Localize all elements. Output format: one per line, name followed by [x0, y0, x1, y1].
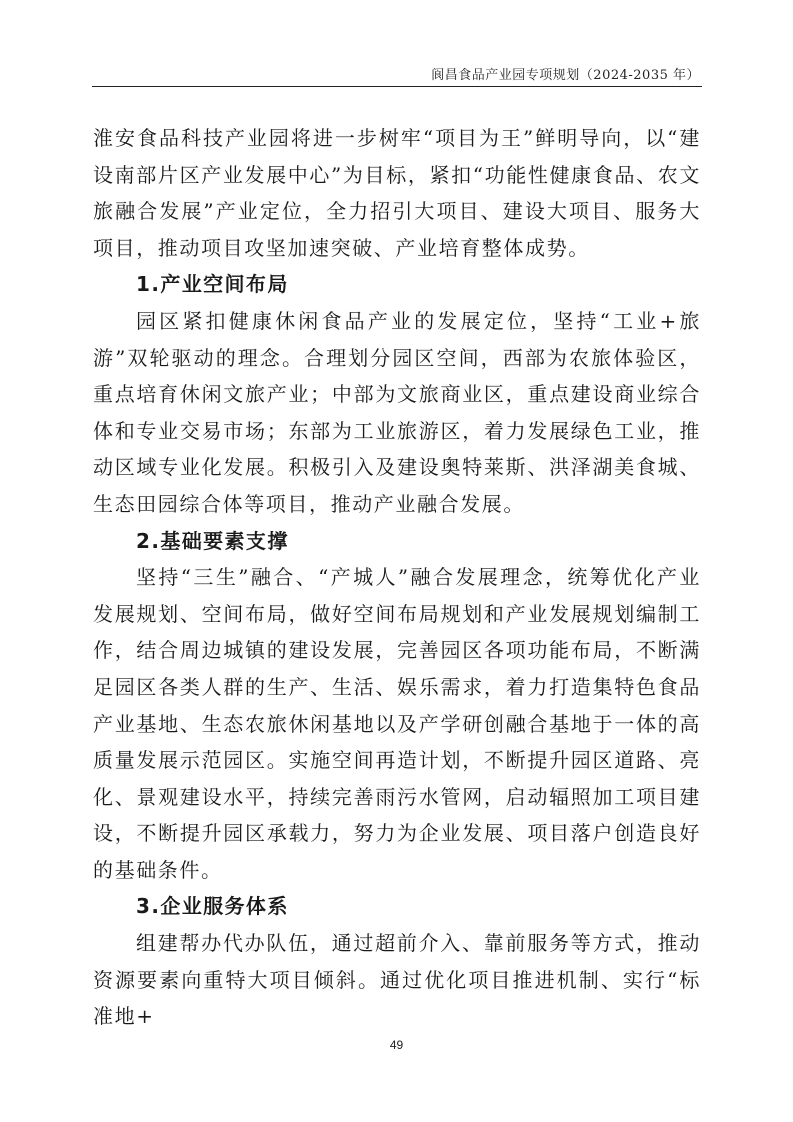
page-number: 49 — [389, 1038, 404, 1052]
section-paragraph-infrastructure: 坚持“三生”融合、“产城人”融合发展理念，统筹优化产业发展规划、空间布局，做好空间布局规划和产业发展规划编制工作，结合周边城镇的建设发展，完善园区各项功能布局，不断满足园区各类人群的生产、生活、娱乐需求，着力打造集特色食品产业基地、生态农旅休闲基地以及产学研创融合基地于一体的高质量发展示范园区。实施空间再造计划，不断提升园区道路、亮化、景观建设水平，持续完善雨污水管网，启动辐照加工项目建设，不断提升园区承载力，努力为企业发展、项目落户创造良好的基础条件。 — [93, 565, 701, 882]
section-paragraph-enterprise-service: 组建帮办代办队伍，通过超前介入、靠前服务等方式，推动资源要素向重特大项目倾斜。通过优化项目推进机制、实行“标准地+ — [93, 931, 701, 1029]
page-body — [93, 120, 701, 1035]
running-header-title: 阆昌食品产业园专项规划（2024-2035 年） — [431, 68, 700, 83]
intro-paragraph: 淮安食品科技产业园将进一步树牢“项目为王”鲜明导向，以“建设南部片区产业发展中心”为目标，紧扣“功能性健康食品、农文旅融合发展”产业定位，全力招引大项目、建设大项目、服务大项目，推动项目攻坚加速突破、产业培育整体成势。 — [93, 126, 701, 260]
section-heading-enterprise-service: 3.企业服务体系 — [136, 894, 289, 919]
section-heading-infrastructure: 2.基础要素支撑 — [136, 528, 289, 553]
section-paragraph-spatial-layout: 园区紧扣健康休闲食品产业的发展定位，坚持“工业+旅游”双轮驱动的理念。合理划分园区空间，西部为农旅体验区，重点培育休闲文旅产业；中部为文旅商业区，重点建设商业综合体和专业交易市场；东部为工业旅游区，着力发展绿色工业，推动区域专业化发展。积极引入及建设奥特莱斯、洪泽湖美食城、生态田园综合体等项目，推动产业融合发展。 — [93, 308, 701, 516]
header-rule — [92, 86, 702, 87]
section-heading-spatial-layout: 1.产业空间布局 — [136, 272, 289, 297]
